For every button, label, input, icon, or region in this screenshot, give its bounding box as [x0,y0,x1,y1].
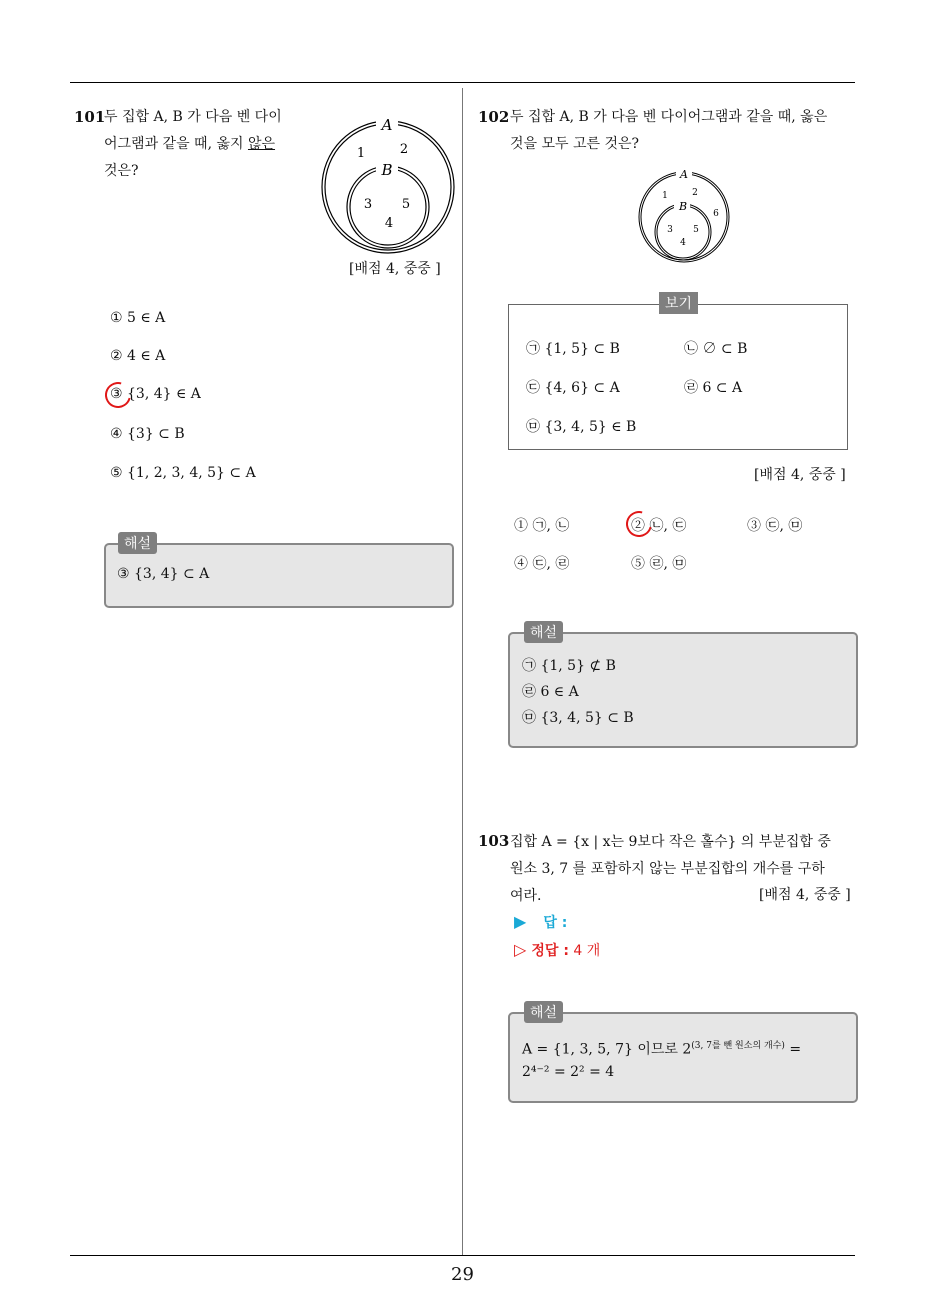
q101-answer-mark [100,377,136,413]
q101-option-1[interactable]: ① 5 ∈ A [110,310,166,326]
q102-bogi-item-1: ㉠ {1, 5} ⊂ B [526,341,620,357]
q103-answer-row [514,912,567,932]
q101-option-4[interactable]: ④ {3} ⊂ B [110,426,185,442]
q101-venn-diagram [318,115,458,260]
q102-answer-mark [621,506,657,542]
q101-venn-label-b: B [381,161,393,179]
q103-explanation-line1: A = {1, 3, 5, 7} 이므로 $2^{(3, 7를 뺀 원소의 개수)}$ = [522,1041,802,1058]
q103-text-line1: 집합 A = {x | x는 9보다 작은 홀수} 의 부분집합 중 [510,834,831,850]
q101-number: 101 [74,108,106,126]
q102-bogi-tag: 보기 [659,292,698,314]
q102-option-4[interactable]: ④ ㉢, ㉣ [514,556,570,572]
q103-answer-label: 답 : [543,915,568,931]
q101-venn-elem-1: 1 [356,146,366,161]
q101-option-3[interactable]: ③ {3, 4} ∈ A [110,386,201,402]
q101-explanation: ③ {3, 4} ⊂ A [117,566,210,582]
top-rule [70,82,855,83]
q101-venn-elem-5: 5 [401,197,411,212]
q102-option-3[interactable]: ③ ㉢, ㉤ [747,518,803,534]
play-filled-icon: ▶ [514,912,527,931]
q101-venn-label-a: A [381,116,393,134]
q101-text-line2: 어그램과 같을 때, 옳지 않은 [104,136,276,152]
q101-venn-elem-2: 2 [399,142,409,157]
q101-text [104,104,304,185]
q102-explanation-line2: ㉣ 6 ∈ A [522,684,579,700]
q103-correct-row[interactable] [514,940,600,960]
q102-venn-elem-6: 6 [713,209,719,219]
q102-explanation-line1: ㉠ {1, 5} ⊄ B [522,658,616,674]
q101-option-5[interactable]: ⑤ {1, 2, 3, 4, 5} ⊂ A [110,465,256,481]
q101-venn-elem-4: 4 [384,216,394,231]
q101-text-line1: 두 집합 A, B 가 다음 벤 다이 [104,109,282,125]
q103-text-line3: 여라. [510,888,542,904]
q102-explanation-line3: ㉤ {3, 4, 5} ⊂ B [522,710,634,726]
q102-bogi-item-4: ㉣ 6 ⊂ A [684,380,743,396]
q103-explanation-tag: 해설 [524,1001,563,1023]
q101-explanation-tag: 해설 [118,532,157,554]
q102-bogi-item-5: ㉤ {3, 4, 5} ∈ B [526,419,637,435]
q103-score: [배점 4, 중중 ] [759,887,851,903]
bottom-rule [70,1255,855,1256]
q101-score: [배점 4, 중중 ] [349,261,441,277]
play-outline-icon: ▷ [514,940,527,959]
q102-venn-elem-4: 4 [680,238,686,248]
q102-venn-elem-3: 3 [667,225,673,235]
q102-text-line2: 것을 모두 고른 것은? [510,136,640,152]
q102-text-line1: 두 집합 A, B 가 다음 벤 다이어그램과 같을 때, 옳은 [510,109,828,125]
q102-venn-label-a: A [680,168,688,181]
q101-text-line3: 것은? [104,163,139,179]
q102-text [510,104,860,158]
q102-number: 102 [478,108,510,126]
q102-bogi-item-3: ㉢ {4, 6} ⊂ A [526,380,620,396]
column-divider [462,88,463,1256]
q101-venn-elem-3: 3 [363,197,373,212]
q102-venn-elem-5: 5 [693,225,699,235]
q101-option-2[interactable]: ② 4 ∈ A [110,348,166,364]
q102-option-5[interactable]: ⑤ ㉣, ㉤ [631,556,687,572]
q102-score: [배점 4, 중중 ] [754,467,846,483]
q102-option-1[interactable]: ① ㉠, ㉡ [514,518,570,534]
q103-text-line2: 원소 3, 7 를 포함하지 않는 부분집합의 개수를 구하 [510,861,825,877]
q103-correct-label: 정답 : [531,943,569,959]
q103-explanation-line2: 2⁴⁻² = 2² = 4 [522,1064,615,1080]
q102-venn-label-b: B [678,200,688,213]
q102-bogi-item-2: ㉡ ∅ ⊂ B [684,341,748,357]
q102-explanation-tag: 해설 [524,621,563,643]
q102-venn-diagram [636,168,732,268]
q102-option-2[interactable]: ② ㉡, ㉢ [631,518,687,534]
q103-number: 103 [478,832,510,850]
q102-venn-elem-2: 2 [692,188,698,198]
q102-venn-elem-1: 1 [662,191,668,201]
q103-correct-value: 4 개 [573,943,601,959]
page-number: 29 [451,1264,474,1285]
